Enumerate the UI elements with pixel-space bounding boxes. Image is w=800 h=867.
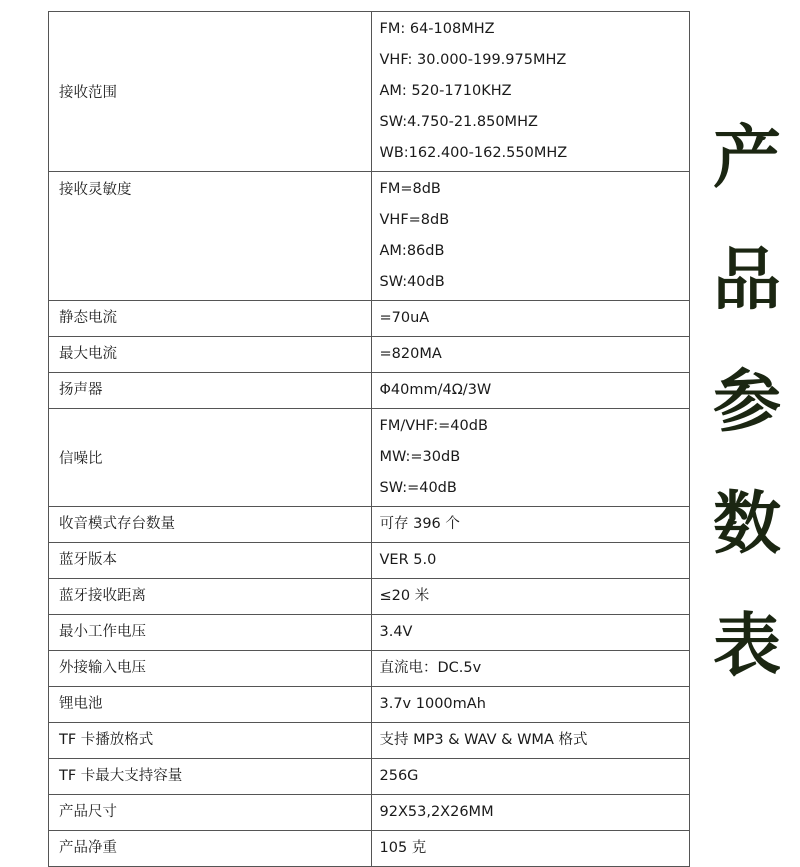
table-row (49, 172, 690, 301)
row-label: 外接输入电压 (49, 651, 372, 687)
title-char: 产 (712, 119, 781, 198)
product-params-title (705, 98, 789, 708)
table-row (49, 795, 690, 831)
value-line: SW:4.750-21.850MHZ (379, 114, 538, 130)
row-value: Φ40mm/4Ω/3W (371, 373, 690, 409)
table-row (49, 337, 690, 373)
value-line: AM: 520-1710KHZ (379, 83, 512, 99)
value-line: WB:162.400-162.550MHZ (379, 145, 568, 161)
row-label: 接收范围 (49, 12, 372, 172)
row-value: 3.7v 1000mAh (371, 687, 690, 723)
table-row (49, 651, 690, 687)
table-row (49, 301, 690, 337)
table-row (49, 723, 690, 759)
table-row (49, 687, 690, 723)
table-row (49, 543, 690, 579)
row-label: 扬声器 (49, 373, 372, 409)
row-value: 256G (371, 759, 690, 795)
row-label: 蓝牙版本 (49, 543, 372, 579)
row-label: 收音模式存台数量 (49, 507, 372, 543)
table-row (49, 409, 690, 507)
row-value: VER 5.0 (371, 543, 690, 579)
row-label: 产品尺寸 (49, 795, 372, 831)
row-value: 直流电：DC.5v (371, 651, 690, 687)
title-char: 品 (712, 241, 781, 320)
row-value: ≤20 米 (371, 579, 690, 615)
table-row (49, 579, 690, 615)
title-char: 数 (712, 485, 781, 564)
value-line: SW:=40dB (379, 480, 457, 496)
row-value: 105 克 (371, 831, 690, 867)
row-value: 可存 396 个 (371, 507, 690, 543)
row-label: 蓝牙接收距离 (49, 579, 372, 615)
table-row (49, 12, 690, 172)
value-line: FM=8dB (379, 181, 441, 197)
title-char: 参 (712, 363, 781, 442)
table-row (49, 831, 690, 867)
row-value: =820MA (371, 337, 690, 373)
row-value (371, 172, 690, 301)
row-label: 静态电流 (49, 301, 372, 337)
row-label: 锂电池 (49, 687, 372, 723)
row-value: 支持 MP3 & WAV & WMA 格式 (371, 723, 690, 759)
row-label: 最大电流 (49, 337, 372, 373)
spec-table (48, 11, 690, 867)
value-line: FM/VHF:=40dB (379, 418, 488, 434)
row-label: TF 卡播放格式 (49, 723, 372, 759)
row-value: 3.4V (371, 615, 690, 651)
row-label: TF 卡最大支持容量 (49, 759, 372, 795)
table-row (49, 507, 690, 543)
row-label: 产品净重 (49, 831, 372, 867)
table-row (49, 615, 690, 651)
row-value (371, 409, 690, 507)
table-row (49, 373, 690, 409)
row-value: =70uA (371, 301, 690, 337)
row-label: 接收灵敏度 (49, 172, 372, 301)
value-line: AM:86dB (379, 243, 445, 259)
value-line: SW:40dB (379, 274, 445, 290)
row-value (371, 12, 690, 172)
table-row (49, 759, 690, 795)
title-char: 表 (712, 607, 781, 686)
row-label: 最小工作电压 (49, 615, 372, 651)
value-line: VHF: 30.000-199.975MHZ (379, 52, 567, 68)
value-line: MW:=30dB (379, 449, 461, 465)
row-value: 92X53,2X26MM (371, 795, 690, 831)
value-line: FM: 64-108MHZ (379, 21, 495, 37)
row-label: 信噪比 (49, 409, 372, 507)
value-line: VHF=8dB (379, 212, 450, 228)
